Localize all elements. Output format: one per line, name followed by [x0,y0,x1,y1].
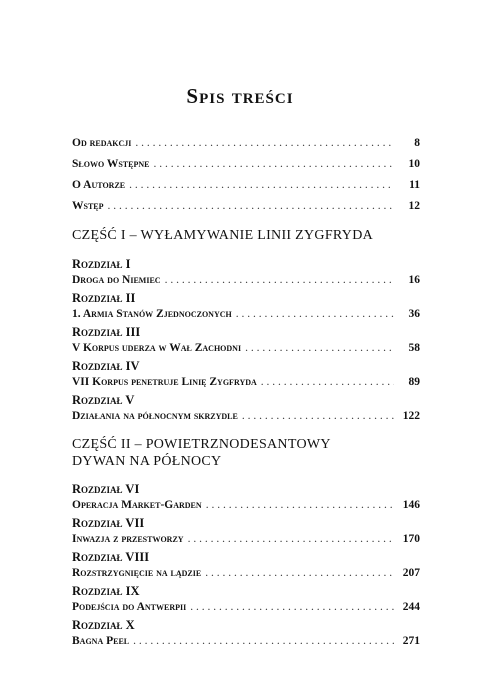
toc-entry-label: Operacja Market-Garden [72,499,202,511]
chapter-heading: Rozdział IX [72,584,140,598]
dot-leader [108,196,394,217]
toc-entry-chapter-1[interactable] [72,272,420,288]
dot-leader [261,374,394,390]
toc-entry-page: 244 [402,601,420,613]
toc-entry-od-redakcji[interactable] [72,133,420,154]
dot-leader [129,175,394,196]
toc-entry-label: Działania na północnym skrzydle [72,410,238,422]
chapter-heading: Rozdział VIII [72,550,150,564]
chapter-heading: Rozdział III [72,325,141,339]
dot-leader [188,531,394,547]
toc-entry-page: 10 [408,158,420,170]
toc-entry-page: 12 [408,200,420,212]
dot-leader [245,340,394,356]
toc-entry-page: 122 [402,410,420,422]
toc-entry-slowo-wstepne[interactable] [72,154,420,175]
dot-leader [133,633,394,649]
toc-entry-page: 11 [409,179,420,191]
toc-entry-page: 36 [408,308,420,320]
toc-entry-label: Droga do Niemiec [72,274,161,286]
chapter-heading: Rozdział I [72,257,131,271]
toc-entry-label: O Autorze [72,179,126,191]
part-title-line: CZĘŚĆ II – POWIETRZNODESANTOWY [72,437,331,452]
toc-entry-label: 1. Armia Stanów Zjednoczonych [72,308,232,320]
part-title-2 [72,436,420,470]
part-title-line: DYWAN NA PÓŁNOCY [72,454,222,469]
toc-entry-label: VII Korpus penetruje Linię Zygfryda [72,376,257,388]
chapter-heading: Rozdział II [72,291,136,305]
toc-entry-label: Od redakcji [72,137,132,149]
page-title: Spis treści [186,84,294,108]
part-title-1: CZĘŚĆ I – WYŁAMYWANIE LINII ZYGFRYDA [72,228,374,243]
dot-leader [205,565,394,581]
chapter-heading: Rozdział VI [72,482,140,496]
dot-leader [190,599,394,615]
toc-entry-label: Rozstrzygnięcie na lądzie [72,567,202,579]
toc-entry-label: Inwazja z przestworzy [72,533,184,545]
chapter-heading: Rozdział X [72,618,135,632]
toc-entry-page: 207 [402,567,420,579]
toc-entry-chapter-5[interactable] [72,408,420,424]
toc-entry-page: 170 [402,533,420,545]
toc-entry-chapter-9[interactable] [72,599,420,615]
toc-entry-page: 146 [402,499,420,511]
toc-entry-chapter-3[interactable] [72,340,420,356]
toc-entry-chapter-10[interactable] [72,633,420,649]
dot-leader [153,154,394,175]
dot-leader [135,133,394,154]
dot-leader [236,306,394,322]
dot-leader [206,497,394,513]
chapter-heading: Rozdział VII [72,516,145,530]
toc-entry-page: 16 [408,274,420,286]
toc-entry-page: 8 [414,137,420,149]
toc-entry-page: 271 [402,635,420,647]
toc-entry-chapter-6[interactable] [72,497,420,513]
toc-entry-label: Słowo Wstępne [72,158,150,170]
toc-entry-label: V Korpus uderza w Wał Zachodni [72,342,242,354]
toc-entry-chapter-4[interactable] [72,374,420,390]
toc-entry-chapter-8[interactable] [72,565,420,581]
toc-entry-o-autorze[interactable] [72,175,420,196]
toc-entry-label: Bagna Peel [72,635,130,647]
toc-entry-wstep[interactable] [72,196,420,217]
toc-entry-label: Podejścia do Antwerpii [72,601,187,613]
toc-entry-chapter-7[interactable] [72,531,420,547]
toc-entry-page: 58 [408,342,420,354]
dot-leader [165,272,394,288]
toc-entry-chapter-2[interactable] [72,306,420,322]
toc-entry-label: Wstęp [72,200,104,212]
toc-entry-page: 89 [408,376,420,388]
chapter-heading: Rozdział V [72,393,135,407]
dot-leader [242,408,394,424]
table-of-contents [72,133,420,649]
chapter-heading: Rozdział IV [72,359,140,373]
